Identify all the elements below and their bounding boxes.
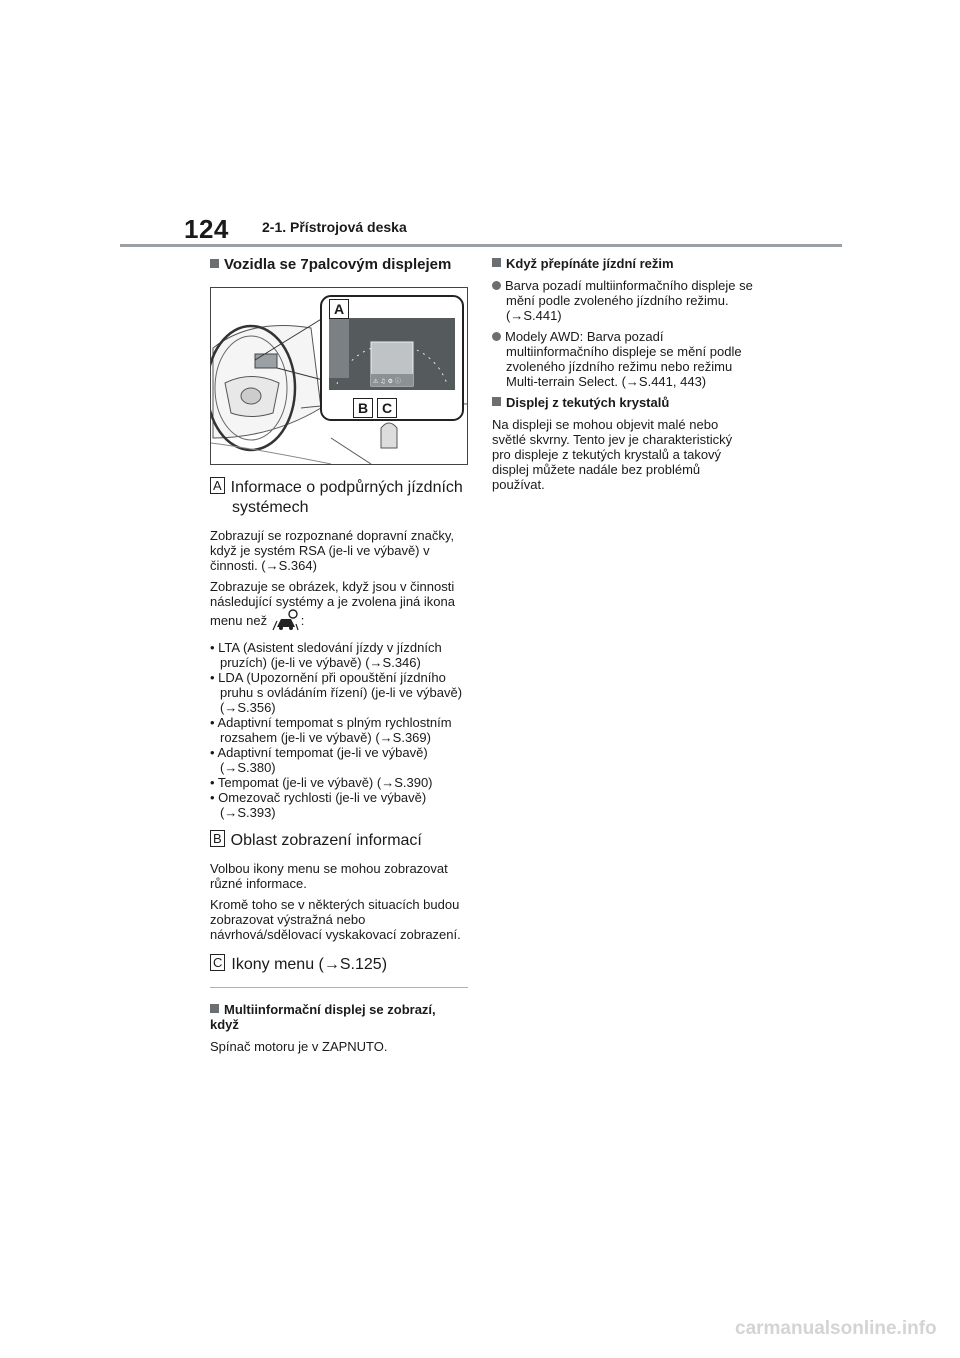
item-b-label: B Oblast zobrazení informací [210,830,468,851]
letter-box-c: C [210,954,225,971]
callout-b: B [353,398,373,418]
item-a-paragraph-2: Zobrazuje se obrázek, když jsou v činnosti následující systémy a je zvolena jiná ikona menu než : [210,579,468,634]
item-b-paragraph-1: Volbou ikony menu se mohou zobrazovat různé informace. [210,861,448,891]
round-bullet-icon [492,332,501,341]
square-bullet-icon [492,397,501,406]
left-column [210,256,468,1060]
list-item: • Adaptivní tempomat (je-li ve výbavě) (→S.380) [210,745,428,775]
square-bullet-icon [492,258,501,267]
driving-assist-car-icon [271,609,301,634]
section-heading: Vozidla se 7palcovým displejem [210,256,468,273]
callout-a: A [329,299,349,319]
drive-mode-heading: Když přepínáte jízdní režim [492,256,754,271]
list-item: • Tempomat (je-li ve výbavě) (→S.390) [210,775,433,790]
item-c-label: C Ikony menu (→S.125) [210,954,468,975]
dashboard-illustration [210,287,468,465]
letter-box-a: A [210,477,225,494]
lcd-paragraph: Na displeji se mohou objevit malé nebo světlé skvrny. Tento jev je charakteristický pro displeje z tekutých krystalů a takový displej můžete nadále bez problémů používat. [492,417,733,492]
subsection-text: Spínač motoru je v ZAPNUTO. [210,1039,388,1054]
lcd-heading: Displej z tekutých krystalů [492,395,754,410]
list-item: • Omezovač rychlosti (je-li ve výbavě) (→S.393) [210,790,427,820]
item-a-label: A Informace o podpůrných jízdních systémech [210,477,468,518]
list-item: Modely AWD: Barva pozadí multiinformačního displeje se mění podle zvoleného jízdního režimu nebo režimu Multi-terrain Select. (→S.441, 443) [492,329,754,389]
subsection-heading: Multiinformační displej se zobrazí, když [210,1002,436,1032]
list-item: • LTA (Asistent sledování jízdy v jízdních pruzích) (je-li ve výbavě) (→S.346) [210,640,442,670]
round-bullet-icon [492,281,501,290]
list-item: • LDA (Upozornění při opouštění jízdního pruhu s ovládáním řízení) (je-li ve výbavě) (→S.356) [210,670,463,715]
assist-systems-list [210,640,468,820]
header-rule [120,244,842,247]
callout-c: C [377,398,397,418]
letter-box-b: B [210,830,225,847]
watermark: carmanualsonline.info [735,1318,937,1339]
svg-text:⚠ ♫ ⚙ ⓘ: ⚠ ♫ ⚙ ⓘ [373,378,401,385]
list-item: • Adaptivní tempomat s plným rychlostním rozsahem (je-li ve výbavě) (→S.369) [210,715,452,745]
item-a-paragraph-1: Zobrazují se rozpoznané dopravní značky, když je systém RSA (je-li ve výbavě) v činnosti. (→S.364) [210,528,455,573]
right-column [492,256,754,498]
list-item: Barva pozadí multiinformačního displeje se mění podle zvoleného jízdního režimu. (→S.441) [492,278,754,323]
square-bullet-icon [210,1004,219,1013]
square-bullet-icon [210,259,219,268]
section-title: 2-1. Přístrojová deska [262,219,407,235]
divider [210,987,468,988]
page-number: 124 [184,214,229,244]
item-b-paragraph-2: Kromě toho se v některých situacích budou zobrazovat výstražná nebo návrhová/sdělovací vyskakovací zobrazení. [210,897,461,942]
